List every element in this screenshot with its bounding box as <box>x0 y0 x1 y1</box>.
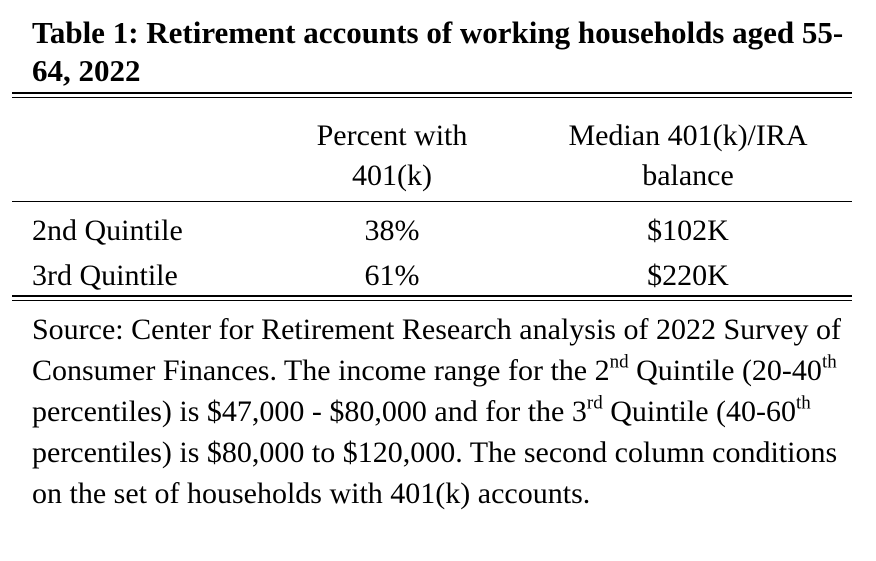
table-row <box>0 253 876 299</box>
table-title: Table 1: Retirement accounts of working households aged 55-64, 2022 <box>32 15 844 88</box>
cell-percent-with-401k: 61% <box>364 259 420 292</box>
bottom-rule-thick <box>12 295 852 297</box>
column-header-line: balance <box>642 159 734 192</box>
column-header-line: Median 401(k)/IRA <box>568 119 808 152</box>
column-header-line: 401(k) <box>352 159 432 192</box>
row-label: 3rd Quintile <box>32 259 178 292</box>
column-header-line: Percent with <box>316 119 468 152</box>
source-text: Quintile (40-60 <box>602 395 797 428</box>
source-text: Quintile (20-40 <box>628 354 822 387</box>
source-note <box>32 309 862 514</box>
bottom-rule-thin <box>12 300 852 301</box>
cell-percent-with-401k: 38% <box>364 214 420 247</box>
top-rule-thin <box>12 97 852 98</box>
cell-median-balance: $220K <box>647 259 729 292</box>
superscript: th <box>821 351 837 373</box>
superscript: rd <box>586 392 603 414</box>
superscript: th <box>796 392 811 414</box>
column-header-percent-with-401k <box>282 116 502 196</box>
superscript: nd <box>609 351 629 373</box>
row-label: 2nd Quintile <box>32 214 183 247</box>
source-text: Source: Center for Retirement Research analysis of 2022 Survey of Consumer Finances. The income range for the 2 <box>32 313 841 387</box>
source-text: percentiles) is $47,000 - $80,000 and for the 3 <box>32 395 587 428</box>
top-rule-thick <box>12 92 852 94</box>
header-divider <box>12 201 852 202</box>
cell-median-balance: $102K <box>647 214 729 247</box>
table-row <box>0 208 876 254</box>
column-header-median-balance <box>528 116 848 196</box>
source-text: percentiles) is $80,000 to $120,000. The second column conditions on the set of households with 401(k) accounts. <box>32 436 838 510</box>
